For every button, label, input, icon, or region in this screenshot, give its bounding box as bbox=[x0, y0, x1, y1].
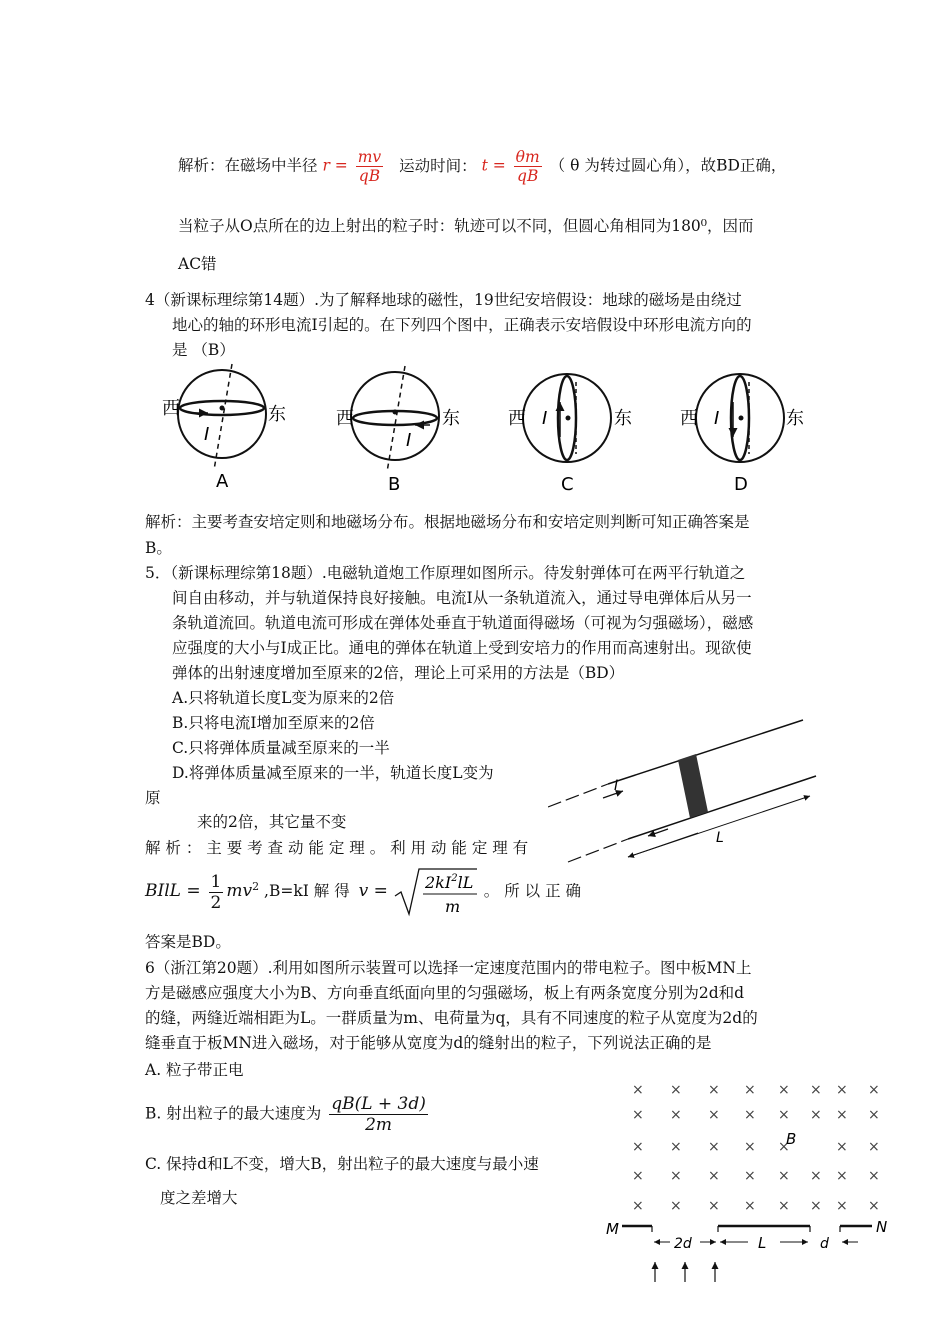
figure-c-current: I bbox=[542, 408, 548, 429]
figure-a-current: I bbox=[204, 424, 210, 445]
q3-radius-denominator: qB bbox=[356, 166, 383, 185]
figure-d-current: I bbox=[714, 408, 720, 429]
figure-c-label: C bbox=[561, 474, 574, 495]
figure-b-west: 西 bbox=[336, 408, 354, 429]
q4-line1: 4（新课标理综第14题）.为了解释地球的磁性，19世纪安培假设：地球的磁场是由绕过 bbox=[145, 291, 742, 309]
figure-c bbox=[508, 374, 632, 495]
q6-option-b-den: 2m bbox=[329, 1114, 428, 1135]
q6-option-a: A. 粒子带正电 bbox=[145, 1061, 244, 1079]
figure-d-label: D bbox=[734, 474, 748, 495]
q3-time-fraction bbox=[514, 148, 542, 185]
field-cross-mark: × bbox=[670, 1107, 682, 1123]
field-cross-mark: × bbox=[836, 1107, 848, 1123]
q5-eq-root-num: $2kI^2lL$ bbox=[424, 873, 474, 892]
q6-option-c-line2: 度之差增大 bbox=[160, 1189, 238, 1207]
field-cross-mark: × bbox=[670, 1082, 682, 1098]
field-cross-mark: × bbox=[744, 1082, 756, 1098]
q5-option-d-line1: D.将弹体质量减至原来的一半，轨道长度L变为 bbox=[172, 764, 494, 782]
field-cross-mark: × bbox=[810, 1168, 822, 1184]
field-cross-mark: × bbox=[836, 1168, 848, 1184]
q3-radius-lhs: r = bbox=[322, 156, 348, 175]
q6-velocity-selector-figure bbox=[600, 1072, 900, 1288]
q5-line2: 间自由移动，并与轨道保持良好接触。电流I从一条轨道流入，通过导电弹体后从另一 bbox=[172, 589, 752, 607]
q5-line5: 弹体的出射速度增加至原来的2倍，理论上可采用的方法是（BD） bbox=[172, 664, 625, 682]
figure-b-current: I bbox=[406, 430, 412, 451]
q4-line2: 地心的轴的环形电流I引起的。在下列四个图中，正确表示安培假设中环形电流方向的 bbox=[172, 316, 752, 334]
q3-time-lhs: t = bbox=[481, 156, 506, 175]
q3-line2: 当粒子从O点所在的边上射出的粒子时：轨迹可以不同，但圆心角相同为180⁰，因而 bbox=[178, 217, 754, 235]
q5-eq-half-den: 2 bbox=[210, 892, 222, 913]
figure-c-east: 东 bbox=[614, 408, 632, 429]
q5-eq-mid: ,B=kI 解 得 bbox=[264, 882, 350, 900]
field-cross-mark: × bbox=[670, 1139, 682, 1155]
q5-eq-mv: mv bbox=[226, 881, 253, 901]
q3-time-numerator: θm bbox=[515, 148, 540, 166]
field-cross-mark: × bbox=[632, 1198, 644, 1214]
q5-line1: 5．（新课标理综第18题）.电磁轨道炮工作原理如图所示。待发射弹体可在两平行轨道之 bbox=[145, 564, 746, 582]
q5-analysis1: 解 析 ： 主 要 考 查 动 能 定 理 。 利 用 动 能 定 理 有 bbox=[145, 839, 529, 857]
rail-current-label: I bbox=[614, 778, 619, 794]
field-cross-mark: × bbox=[868, 1139, 880, 1155]
field-cross-mark: × bbox=[778, 1139, 790, 1155]
field-cross-mark: × bbox=[632, 1107, 644, 1123]
field-cross-mark: × bbox=[670, 1198, 682, 1214]
q5-eq-lhs: BIlL = bbox=[145, 881, 201, 901]
q3-radius-fraction bbox=[356, 148, 383, 185]
field-cross-mark: × bbox=[868, 1168, 880, 1184]
field-cross-mark: × bbox=[810, 1198, 822, 1214]
q6-line2: 方是磁感应强度大小为B、方向垂直纸面向里的匀强磁场，板上有两条宽度分别为2d和d bbox=[145, 984, 745, 1002]
q5-eq-root-den: m bbox=[444, 897, 461, 916]
field-cross-mark: × bbox=[632, 1139, 644, 1155]
q4-line3: 是 （B） bbox=[172, 341, 235, 359]
q4-analysis2: B。 bbox=[145, 539, 172, 557]
field-cross-mark: × bbox=[708, 1107, 720, 1123]
q5-eq-sqrt bbox=[393, 866, 479, 918]
q5-analysis-end: 答案是BD。 bbox=[145, 933, 231, 951]
q5-option-b: B.只将电流I增加至原来的2倍 bbox=[172, 714, 375, 732]
q5-eq-half-num: 1 bbox=[210, 871, 222, 892]
field-cross-mark: × bbox=[778, 1107, 790, 1123]
q5-eq-half bbox=[209, 872, 224, 913]
magnetic-field-crosses bbox=[632, 1082, 880, 1214]
field-cross-mark: × bbox=[836, 1139, 848, 1155]
q5-line4: 应强度的大小与I成正比。通电的弹体在轨道上受到安培力的作用而高速射出。现欲使 bbox=[172, 639, 752, 657]
field-cross-mark: × bbox=[632, 1168, 644, 1184]
field-cross-mark: × bbox=[836, 1198, 848, 1214]
q6-line4: 缝垂直于板MN进入磁场，对于能够从宽度为d的缝射出的粒子，下列说法正确的是 bbox=[145, 1034, 712, 1052]
field-cross-mark: × bbox=[744, 1168, 756, 1184]
figure-a-label: A bbox=[216, 471, 229, 492]
q5-rail-figure bbox=[548, 712, 818, 872]
field-cross-mark: × bbox=[778, 1198, 790, 1214]
q3-tail: （ θ 为转过圆心角），故BD正确， bbox=[549, 156, 787, 175]
field-cross-mark: × bbox=[708, 1082, 720, 1098]
rail-length-label: L bbox=[716, 830, 724, 846]
field-cross-mark: × bbox=[778, 1082, 790, 1098]
slit-2d-label: 2d bbox=[674, 1236, 692, 1252]
q5-option-d-line3: 来的2倍，其它量不变 bbox=[197, 813, 347, 831]
q5-option-d-line2: 原 bbox=[145, 789, 161, 807]
figure-d-west: 西 bbox=[680, 408, 698, 429]
q3-time-label: 运动时间： bbox=[399, 156, 477, 175]
q6-line3: 的缝，两缝近端相距为L。一群质量为m、电荷量为q，具有不同速度的粒子从宽度为2d的 bbox=[145, 1009, 758, 1027]
figure-a-east: 东 bbox=[268, 404, 286, 425]
field-cross-mark: × bbox=[778, 1168, 790, 1184]
q3-analysis-prefix: 解析：在磁场中半径 bbox=[178, 156, 318, 175]
slit-d-label: d bbox=[820, 1236, 829, 1252]
q5-option-a: A.只将轨道长度L变为原来的2倍 bbox=[172, 689, 395, 707]
figure-b bbox=[336, 366, 460, 495]
q5-eq-v: v = bbox=[358, 881, 388, 901]
q5-option-c: C.只将弹体质量减至原来的一半 bbox=[172, 739, 390, 757]
q5-eq-sup: 2 bbox=[252, 879, 260, 893]
figure-a-west: 西 bbox=[162, 398, 180, 419]
q5-equation bbox=[145, 866, 581, 918]
field-cross-mark: × bbox=[708, 1198, 720, 1214]
field-cross-mark: × bbox=[670, 1168, 682, 1184]
field-cross-mark: × bbox=[744, 1198, 756, 1214]
q5-line3: 条轨道流回。轨道电流可形成在弹体处垂直于轨道面得磁场（可视为匀强磁场），磁感 bbox=[172, 614, 754, 632]
plate-n-label: N bbox=[876, 1218, 888, 1236]
q3-line3: AC错 bbox=[178, 255, 217, 273]
q6-option-b-prefix: B. 射出粒子的最大速度为 bbox=[145, 1104, 322, 1123]
figure-b-east: 东 bbox=[442, 408, 460, 429]
q6-option-b-num: qB(L + 3d) bbox=[331, 1094, 426, 1114]
q6-option-c-line1: C. 保持d和L不变，增大B，射出粒子的最大速度与最小速 bbox=[145, 1155, 539, 1173]
field-cross-mark: × bbox=[708, 1168, 720, 1184]
q4-analysis1: 解析：主要考查安培定则和地磁场分布。根据地磁场分布和安培定则判断可知正确答案是 bbox=[145, 513, 750, 531]
field-cross-mark: × bbox=[868, 1082, 880, 1098]
field-cross-mark: × bbox=[868, 1198, 880, 1214]
field-cross-mark: × bbox=[708, 1139, 720, 1155]
q6-line1: 6（浙江第20题）.利用如图所示装置可以选择一定速度范围内的带电粒子。图中板MN上 bbox=[145, 959, 752, 977]
q3-radius-numerator: mv bbox=[357, 148, 382, 166]
q4-figures bbox=[140, 362, 820, 502]
figure-b-label: B bbox=[388, 474, 401, 495]
field-cross-mark: × bbox=[836, 1082, 848, 1098]
plate-m-label: M bbox=[606, 1220, 619, 1238]
field-cross-mark: × bbox=[868, 1107, 880, 1123]
q6-option-b-fraction bbox=[329, 1094, 428, 1135]
field-b-label: B bbox=[786, 1130, 797, 1148]
figure-d-east: 东 bbox=[786, 408, 804, 429]
field-cross-mark: × bbox=[744, 1107, 756, 1123]
gap-l-label: L bbox=[758, 1234, 767, 1252]
figure-c-west: 西 bbox=[508, 408, 526, 429]
q3-time-denominator: qB bbox=[514, 166, 542, 185]
q5-eq-tail: 。 所 以 正 确 bbox=[483, 882, 582, 900]
figure-d bbox=[680, 374, 804, 495]
q6-option-b bbox=[145, 1094, 431, 1135]
field-cross-mark: × bbox=[810, 1082, 822, 1098]
field-cross-mark: × bbox=[744, 1139, 756, 1155]
field-cross-mark: × bbox=[810, 1107, 822, 1123]
figure-a bbox=[162, 364, 286, 492]
field-cross-mark: × bbox=[632, 1082, 644, 1098]
q3-analysis-line bbox=[178, 148, 786, 185]
